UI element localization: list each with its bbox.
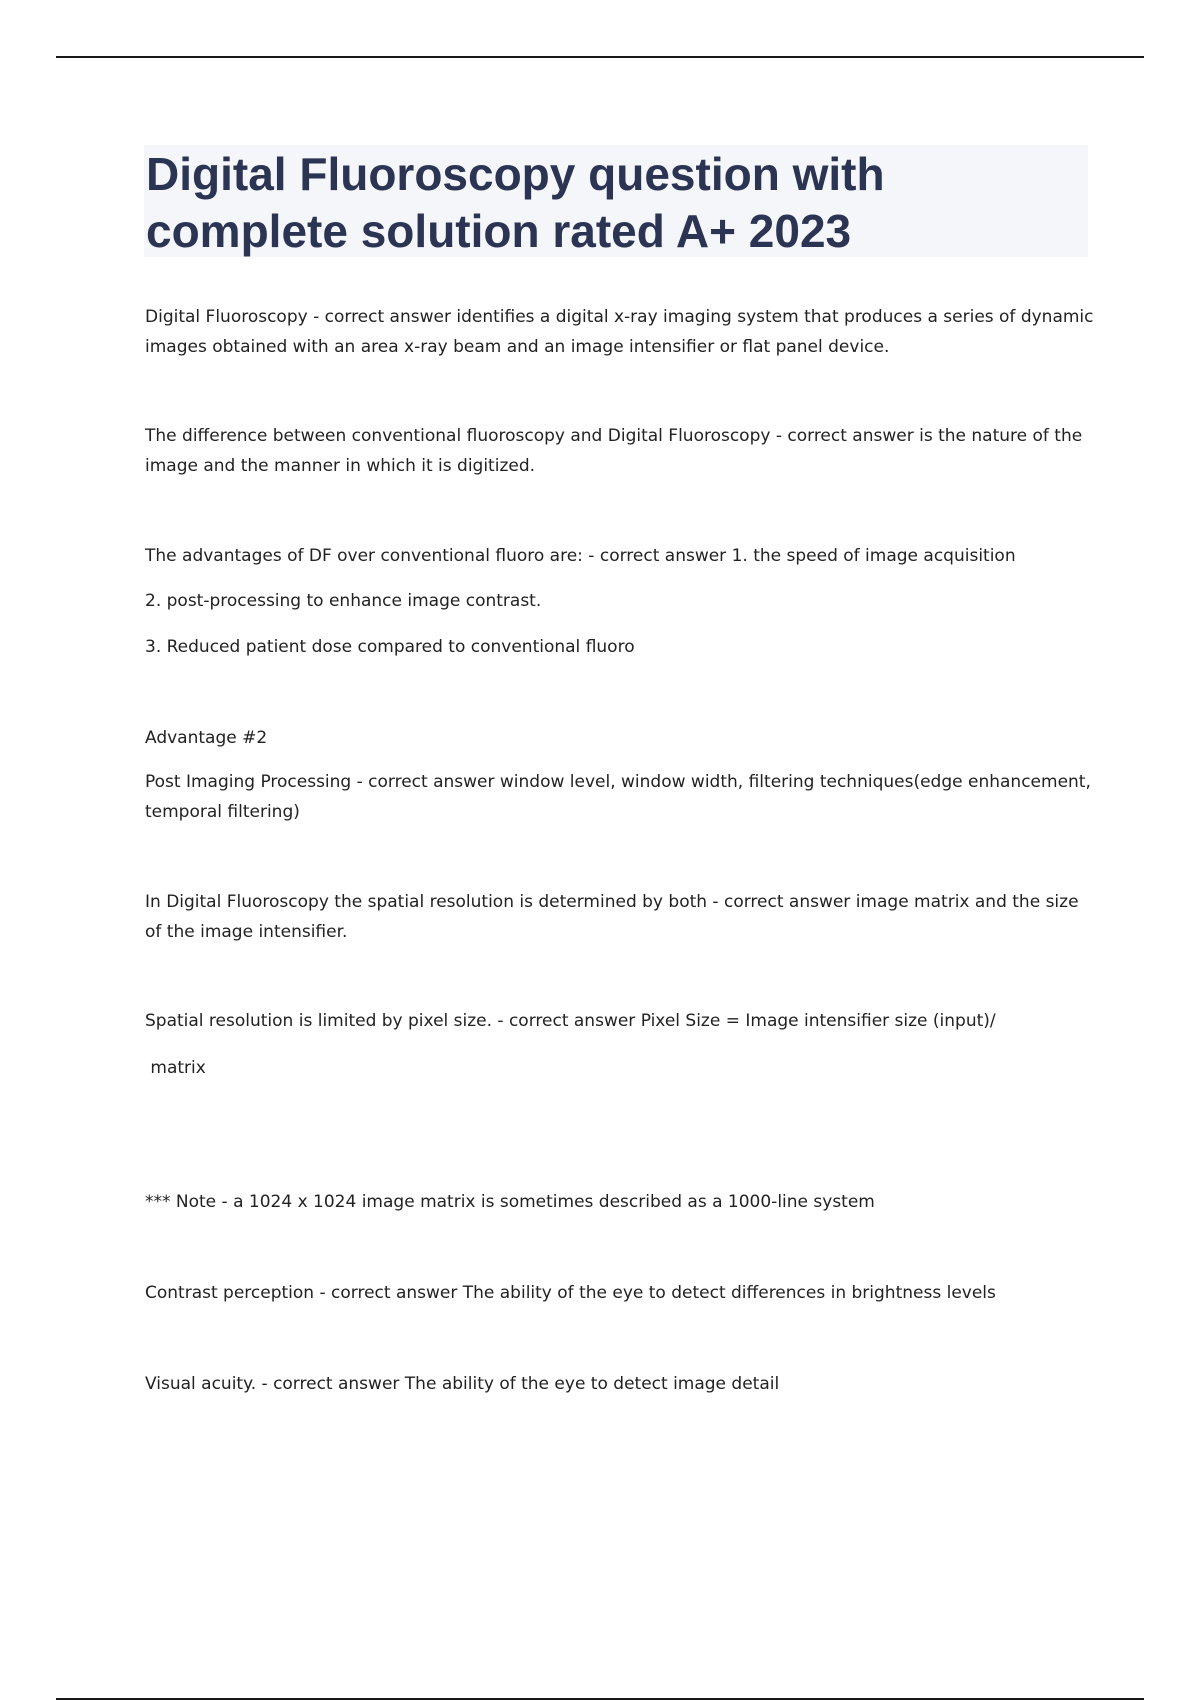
page-title: Digital Fluoroscopy question with complete solution rated A+ 2023: [146, 148, 885, 257]
paragraph-visual-acuity: Visual acuity. - correct answer The ability of the eye to detect image detail: [145, 1374, 780, 1394]
top-rule: [56, 56, 1144, 58]
paragraph-spatial-resolution: In Digital Fluoroscopy the spatial resolution is determined by both - correct answer image matrix and the size of the image intensifier.: [145, 892, 1079, 942]
paragraph-matrix: matrix: [145, 1058, 206, 1078]
paragraph-difference: The difference between conventional fluoroscopy and Digital Fluoroscopy - correct answer is the nature of the image and the manner in which it is digitized.: [145, 426, 1083, 476]
paragraph-advantages: The advantages of DF over conventional fluoro are: - correct answer 1. the speed of image acquisition: [145, 546, 1016, 566]
paragraph-post-processing: Post Imaging Processing - correct answer window level, window width, filtering techniques(edge enhancement, temporal filtering): [145, 772, 1091, 822]
paragraph-definition: Digital Fluoroscopy - correct answer identifies a digital x-ray imaging system that produces a series of dynamic images obtained with an area x-ray beam and an image intensifier or flat panel device.: [145, 307, 1094, 357]
paragraph-contrast-perception: Contrast perception - correct answer The ability of the eye to detect differences in brightness levels: [145, 1283, 996, 1303]
paragraph-advantage-heading: Advantage #2: [145, 728, 268, 748]
paragraph-pixel-size: Spatial resolution is limited by pixel size. - correct answer Pixel Size = Image intensifier size (input)/: [145, 1011, 996, 1031]
paragraph-note: *** Note - a 1024 x 1024 image matrix is sometimes described as a 1000-line system: [145, 1192, 875, 1212]
paragraph-advantage-2: 2. post-processing to enhance image contrast.: [145, 591, 542, 611]
paragraph-advantage-3: 3. Reduced patient dose compared to conventional fluoro: [145, 637, 635, 657]
